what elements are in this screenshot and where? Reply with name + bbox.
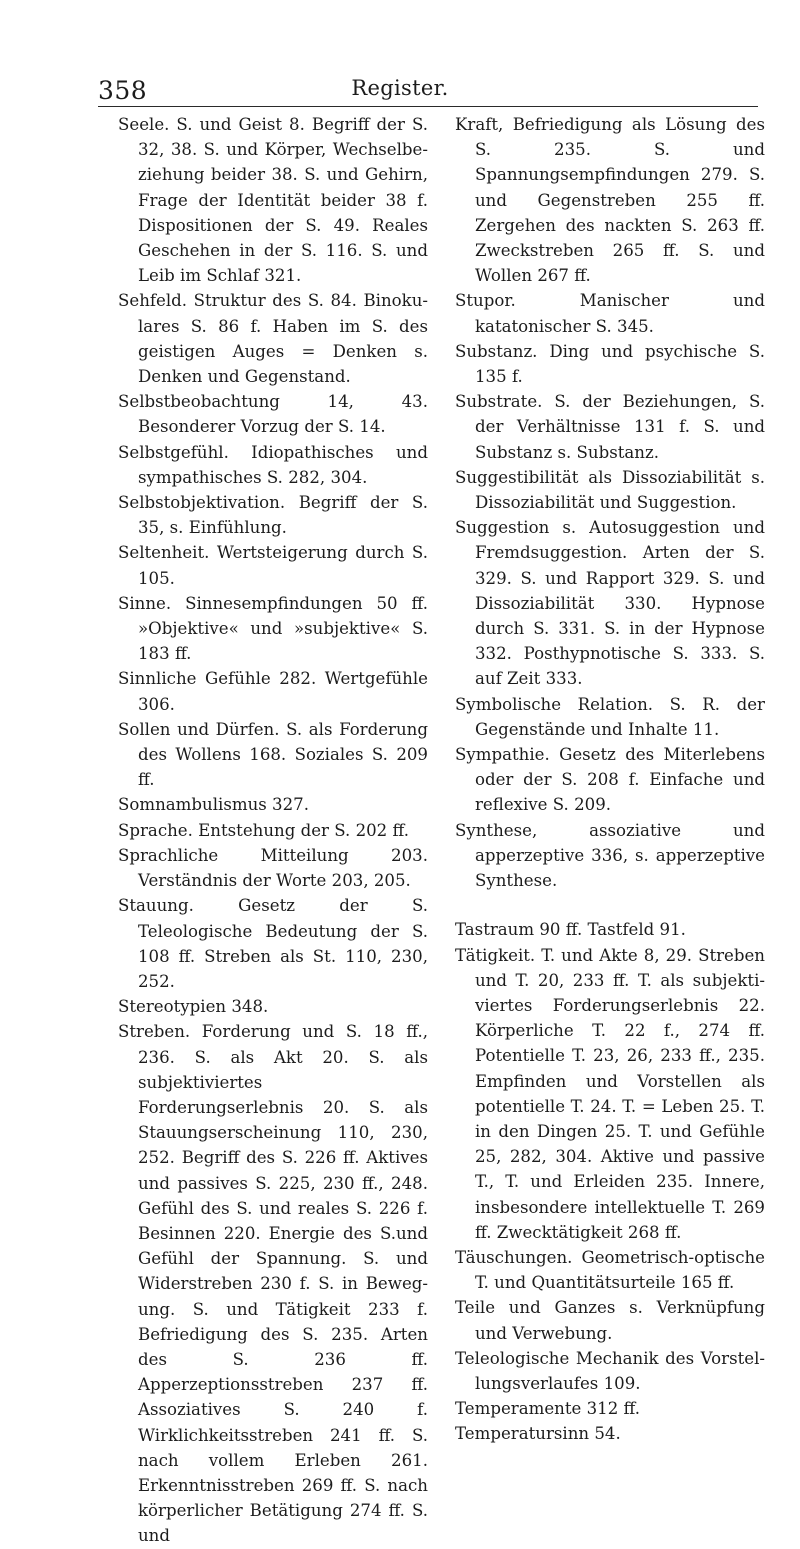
right-column <box>455 112 765 1447</box>
index-entry: Symbolische Relation. S. R. der Gegenstände und Inhalte 11. <box>455 694 765 739</box>
index-entry: Stereotypien 348. <box>118 997 269 1017</box>
index-entry: Selbstobjektivation. Begriff der S. 35, s. Einfühlung. <box>118 493 428 538</box>
index-entry: Sollen und Dürfen. S. als Forderung des Wollens 168. Soziales S. 209 ff. <box>118 719 428 790</box>
index-entry: Sprache. Entstehung der S. 202 ff. <box>118 820 409 840</box>
header-rule <box>98 106 758 107</box>
index-entry: Teleologische Mechanik des Vorstellungsverlaufes 109. <box>455 1348 765 1393</box>
index-entry: Selbstgefühl. Idiopathisches und sympathisches S. 282, 304. <box>118 442 428 487</box>
index-entry: Tastraum 90 ff. Tastfeld 91. <box>455 920 686 940</box>
index-entry: Sinne. Sinnesempfindungen 50 ff. »Objektive« und »subjektive« S. 183 ff. <box>118 593 428 664</box>
index-entry: Sprachliche Mitteilung 203. Verständnis der Worte 203, 205. <box>118 845 428 891</box>
index-entry: Kraft, Befriedigung als Lösung des S. 235. S. und Spannungsempfindungen 279. S. und Gegenstreben 255 ff. Zergehen des nackten S. 263 ff. Zweckstreben 265 ff. S. und Wollen 267 ff. <box>455 115 765 286</box>
index-entry: Selbstbeobachtung 14, 43. Besonderer Vorzug der S. 14. <box>118 392 428 437</box>
index-entry: Temperatursinn 54. <box>455 1424 621 1444</box>
index-entry: Tätigkeit. T. und Akte 8, 29. Streben und T. 20, 233 ff. T. als subjektiviertes Forderungserlebnis 22. Körperliche T. 22 f., 274 ff. Potentielle T. 23, 26, 233 ff., 235. Empfinden und Vorstellen als potentielle T. 24. T. = Leben 25. T. in den Dingen 25. T. und Gefühle 25, 282, 304. Aktive und passive T., T. und Erleiden 235. Innere, insbesondere intellektuelle T. 269 ff. Zwecktätigkeit 268 ff. <box>455 945 765 1242</box>
index-entry: Sinnliche Gefühle 282. Wertgefühle 306. <box>118 669 428 714</box>
index-entry: Somnambulismus 327. <box>118 795 310 815</box>
index-entry: Seele. S. und Geist 8. Begriff der S. 32, 38. S. und Körper, Wechselbeziehung beider 38. S. und Gehirn, Frage der Identität beider 38 f. Dispositionen der S. 49. Reales Geschehen in der S. 116. S. und Leib im Schlaf 321. <box>118 115 428 286</box>
index-entry: Teile und Ganzes s. Verknüpfung und Verwebung. <box>455 1298 765 1343</box>
left-column <box>118 112 428 1549</box>
index-entry: Suggestibilität als Dissoziabilität s. Dissoziabilität und Suggestion. <box>455 467 765 513</box>
index-entry: Stauung. Gesetz der S. Teleologische Bedeutung der S. 108 ff. Streben als St. 110, 230, 252. <box>118 896 428 991</box>
running-head: Register. <box>351 76 449 100</box>
page-number: 358 <box>98 76 148 105</box>
index-entry: Sympathie. Gesetz des Miterlebens oder der S. 208 f. Einfache und reflexive S. 209. <box>455 745 765 815</box>
index-entry: Suggestion s. Autosuggestion und Fremdsuggestion. Arten der S. 329. S. und Rapport 329. S. und Dissoziabilität 330. Hypnose durch S. 331. S. in der Hypnose 332. Posthypnotische S. 333. S. auf Zeit 333. <box>455 518 765 689</box>
index-entry: Sehfeld. Struktur des S. 84. Binokulares S. 86 f. Haben im S. des geistigen Auges = Denken s. Denken und Gegenstand. <box>118 291 428 387</box>
index-entry: Synthese, assoziative und apperzeptive 336, s. apperzeptive Synthese. <box>455 820 765 891</box>
index-entry: Streben. Forderung und S. 18 ff., 236. S. als Akt 20. S. als subjektiviertes Forderungserlebnis 20. S. als Stauungserscheinung 110, 230, 252. Begriff des S. 226 ff. Aktives und passives S. 225, 230 ff., 248. Gefühl des S. und reales S. 226 f. Besinnen 220. Energie des S.und Gefühl der Spannung. S. und Widerstreben 230 f. S. in Bewegung. S. und Tätigkeit 233 f. Befriedigung des S. 235. Arten des S. 236 ff. Apperzeptionsstreben 237 ff. Assoziatives S. 240 f. Wirklichkeitsstreben 241 ff. S. nach vollem Erleben 261. Erkenntnisstreben 269 ff. S. nach körperlicher Betätigung 274 ff. S. und <box>118 1022 428 1546</box>
index-entry: Substanz. Ding und psychische S. 135 f. <box>455 341 765 387</box>
index-entry: Temperamente 312 ff. <box>455 1399 641 1419</box>
letter-group-gap <box>455 893 765 917</box>
index-entry: Täuschungen. Geometrisch-optische T. und Quantitätsurteile 165 ff. <box>455 1247 765 1293</box>
index-entry: Stupor. Manischer und katatonischer S. 345. <box>455 291 765 336</box>
index-entry: Seltenheit. Wertsteigerung durch S. 105. <box>118 543 428 588</box>
index-entry: Substrate. S. der Beziehungen, S. der Verhältnisse 131 f. S. und Substanz s. Substanz. <box>455 392 765 462</box>
